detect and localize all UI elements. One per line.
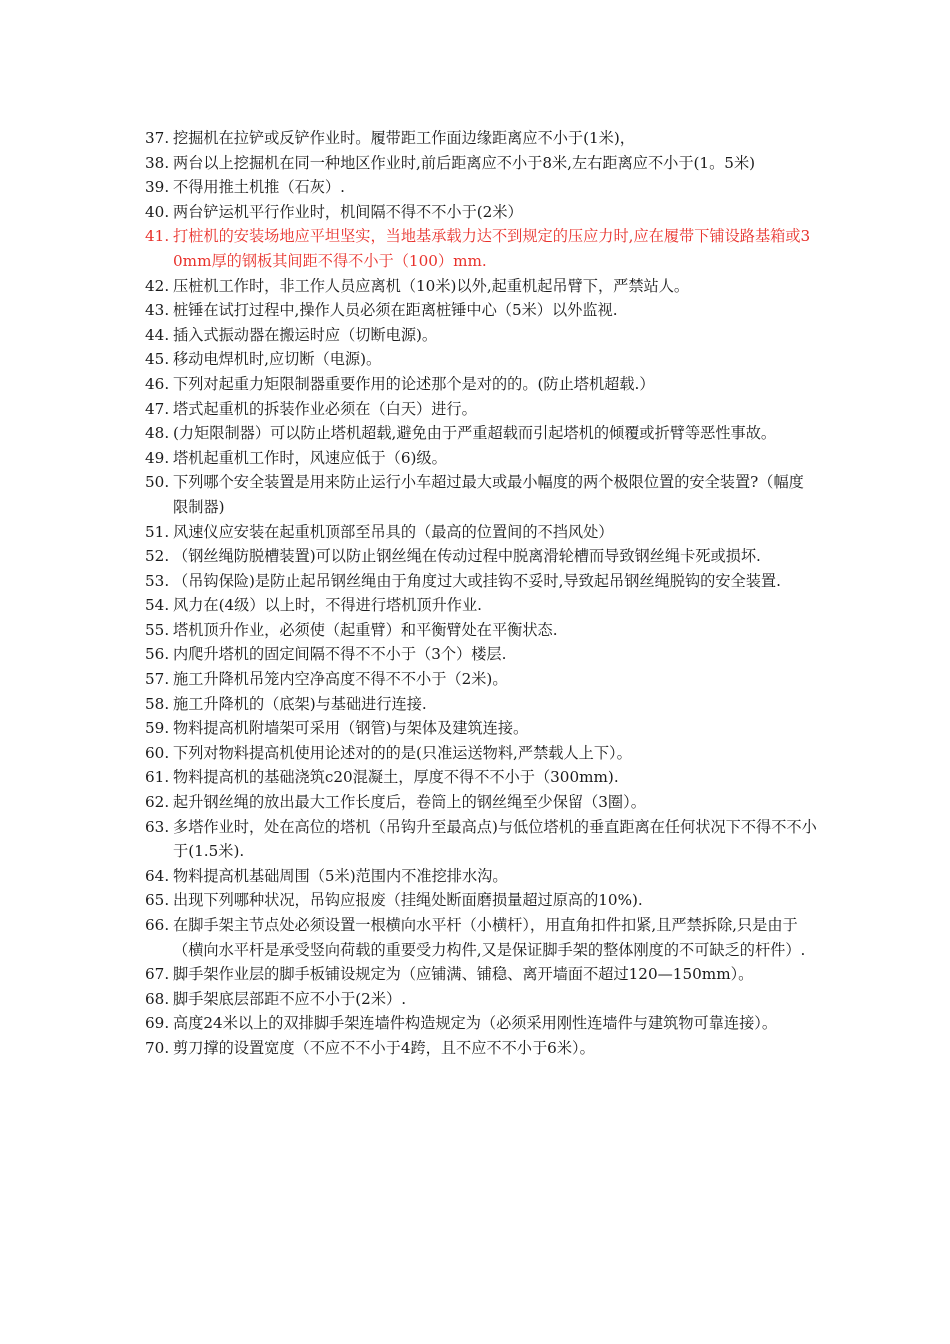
question-item — [145, 544, 817, 569]
question-text: 剪刀撑的设置宽度（不应不不小于4跨，且不应不不小于6米）。 — [173, 1038, 595, 1057]
question-item — [145, 1011, 817, 1036]
question-item — [145, 298, 817, 323]
question-number: 42. — [145, 276, 170, 295]
question-text: 起升钢丝绳的放出最大工作长度后，卷筒上的钢丝绳至少保留（3圈）。 — [173, 793, 646, 812]
question-item — [145, 200, 817, 225]
question-item — [145, 569, 817, 594]
question-item — [145, 962, 817, 987]
question-text: 插入式振动器在搬运时应（切断电源)。 — [173, 325, 438, 344]
question-text: 两台铲运机平行作业时，机间隔不得不不小于(2米） — [173, 202, 523, 221]
question-text: 脚手架作业层的脚手板铺设规定为（应铺满、铺稳、离开墙面不超过120—150mm）。 — [173, 965, 754, 984]
question-number: 44. — [145, 325, 170, 344]
question-item — [145, 151, 817, 176]
question-text: 施工升降机吊笼内空净高度不得不不小于（2米)。 — [173, 670, 508, 689]
question-number: 40. — [145, 202, 170, 221]
question-text: 下列对物料提高机使用论述对的的是(只准运送物料,严禁载人上下）。 — [173, 743, 632, 762]
question-item — [145, 667, 817, 692]
question-item — [145, 642, 817, 667]
question-text: 脚手架底层部距不应不小于(2米）. — [173, 989, 407, 1008]
question-item — [145, 864, 817, 889]
question-item — [145, 446, 817, 471]
question-text: (力矩限制器）可以防止塔机超载,避免由于严重超载而引起塔机的倾覆或折臂等恶性事故。 — [173, 424, 777, 443]
question-item — [145, 372, 817, 397]
question-item — [145, 347, 817, 372]
question-number: 37. — [145, 129, 170, 147]
question-text: 施工升降机的（底架)与基础进行连接. — [173, 694, 427, 713]
question-number: 60. — [145, 743, 170, 762]
question-item — [145, 520, 817, 545]
question-number: 68. — [145, 989, 170, 1008]
question-number: 69. — [145, 1014, 170, 1033]
question-number: 45. — [145, 350, 170, 369]
question-number: 53. — [145, 571, 170, 590]
question-text: 多塔作业时，处在高位的塔机（吊钩升至最高点)与低位塔机的垂直距离在任何状况下不得不不小于(1.5米). — [173, 817, 817, 861]
question-item — [145, 274, 817, 299]
question-item — [145, 323, 817, 348]
question-item — [145, 888, 817, 913]
question-text: 在脚手架主节点处必须设置一根横向水平杆（小横杆），用直角扣件扣紧,且严禁拆除,只是由于（横向水平杆是承受竖向荷载的重要受力构件,又是保证脚手架的整体刚度的不可缺乏的杆件）. — [173, 916, 806, 959]
question-number: 66. — [145, 916, 170, 934]
question-number: 59. — [145, 719, 170, 738]
question-number: 43. — [145, 301, 170, 320]
question-number: 39. — [145, 178, 170, 197]
question-text: 风力在(4级）以上时，不得进行塔机顶升作业. — [173, 596, 482, 615]
question-text: 移动电焊机时,应切断（电源)。 — [173, 350, 382, 369]
question-text: 下列对起重力矩限制器重要作用的论述那个是对的的。(防止塔机超载.） — [173, 374, 655, 393]
question-text: 内爬升塔机的固定间隔不得不不小于（3个）楼层. — [173, 645, 507, 664]
question-number: 38. — [145, 153, 170, 172]
question-text: 两台以上挖掘机在同一种地区作业时,前后距离应不小于8米,左右距离应不小于(1。5米) — [173, 153, 756, 172]
question-text: 物料提高机基础周围（5米)范围内不准挖排水沟。 — [173, 866, 508, 885]
question-number: 56. — [145, 645, 170, 664]
question-item — [145, 126, 817, 151]
question-text: 塔式起重机的拆装作业必须在（白天）进行。 — [173, 399, 477, 418]
question-item — [145, 470, 817, 519]
question-number: 62. — [145, 793, 170, 812]
question-item — [145, 987, 817, 1012]
question-text: 物料提高机附墙架可采用（钢管)与架体及建筑连接。 — [173, 719, 529, 738]
question-text: 挖掘机在拉铲或反铲作业时。履带距工作面边缘距离应不小于(1米)， — [173, 129, 635, 147]
question-item — [145, 175, 817, 200]
question-number: 65. — [145, 891, 170, 910]
question-text: 下列哪个安全装置是用来防止运行小车超过最大或最小幅度的两个极限位置的安全装置?（幅度限制器) — [173, 473, 804, 516]
question-number: 46. — [145, 374, 170, 393]
question-text: （钢丝绳防脱槽装置)可以防止钢丝绳在传动过程中脱离滑轮槽而导致钢丝绳卡死或损坏. — [173, 547, 761, 566]
question-item — [145, 913, 817, 962]
question-item — [145, 692, 817, 717]
question-item — [145, 716, 817, 741]
question-text: （吊钩保险)是防止起吊钢丝绳由于角度过大或挂钩不妥时,导致起吊钢丝绳脱钩的安全装置. — [173, 571, 781, 590]
question-text: 打桩机的安装场地应平坦坚实，当地基承载力达不到规定的压应力时,应在履带下铺设路基箱或30mm厚的钢板其间距不得不小于（100）mm. — [173, 227, 811, 270]
question-item — [145, 593, 817, 618]
question-number: 52. — [145, 547, 170, 566]
question-number: 58. — [145, 694, 170, 713]
question-text: 塔机顶升作业，必须使（起重臂）和平衡臂处在平衡状态. — [173, 620, 558, 639]
question-number: 63. — [145, 817, 170, 836]
question-item — [145, 421, 817, 446]
question-number: 49. — [145, 448, 170, 467]
question-text: 高度24米以上的双排脚手架连墙件构造规定为（必须采用刚性连墙件与建筑物可靠连接）。 — [173, 1014, 778, 1033]
question-item — [145, 224, 817, 273]
question-number: 57. — [145, 670, 170, 689]
question-number: 70. — [145, 1038, 170, 1057]
question-number: 67. — [145, 965, 170, 984]
question-item — [145, 618, 817, 643]
question-item — [145, 397, 817, 422]
question-text: 不得用推土机推（石灰）. — [173, 178, 345, 197]
question-item — [145, 765, 817, 790]
question-item — [145, 741, 817, 766]
question-text: 物料提高机的基础浇筑c20混凝土，厚度不得不不小于（300mm). — [173, 768, 619, 787]
question-number: 55. — [145, 620, 170, 639]
question-item — [145, 1036, 817, 1061]
question-number: 54. — [145, 596, 170, 615]
question-text: 风速仪应安装在起重机顶部至吊具的（最高的位置间的不挡风处） — [173, 522, 614, 541]
question-text: 出现下列哪种状况，吊钩应报废（挂绳处断面磨损量超过原高的10%). — [173, 891, 643, 910]
question-number: 41. — [145, 227, 170, 246]
question-number: 50. — [145, 473, 170, 492]
question-text: 桩锤在试打过程中,操作人员必须在距离桩锤中心（5米）以外监视. — [173, 301, 618, 320]
question-item — [145, 815, 817, 864]
question-list — [145, 126, 817, 1061]
question-number: 48. — [145, 424, 170, 443]
question-number: 51. — [145, 522, 170, 541]
question-number: 61. — [145, 768, 170, 787]
question-text: 压桩机工作时，非工作人员应离机（10米)以外,起重机起吊臂下，严禁站人。 — [173, 276, 690, 295]
question-text: 塔机起重机工作时，风速应低于（6)级。 — [173, 448, 447, 467]
question-item — [145, 790, 817, 815]
question-number: 64. — [145, 866, 170, 885]
question-number: 47. — [145, 399, 170, 418]
